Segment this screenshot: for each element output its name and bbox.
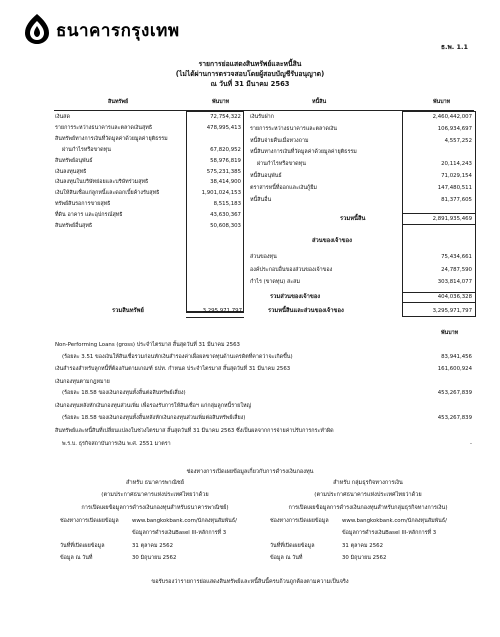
disclosure-right-date-value: 31 ตุลาคม 2562	[342, 543, 383, 549]
liabilities-unit: พันบาท	[433, 99, 451, 105]
note-item-label: (ร้อยละ 3.51 ของเงินให้สินเชื่อรวมก่อนหักเงินสำรองค่าเผื่อผลขาดทุนด้านเครดิตที่คาดว่าจะเกิดขึ้น)	[62, 354, 293, 360]
asset-item-label: เงินลงทุนสุทธิ	[55, 168, 87, 175]
disclosure-left-h2: (ตามประกาศธนาคารแห่งประเทศไทยว่าด้วย	[101, 492, 209, 498]
liabilities-total-underline	[402, 224, 476, 225]
note-item-label: พ.ร.บ. ธุรกิจสถาบันการเงิน พ.ศ. 2551 มาตรา	[62, 441, 171, 447]
equity-item-value: 303,814,077	[437, 279, 472, 285]
asset-item-label: ทรัพย์สินรอการขายสุทธิ	[55, 201, 111, 208]
asset-item-label: สินทรัพย์อนุพันธ์	[55, 157, 93, 164]
page-date: ณ วันที่ 31 มีนาคม 2563	[210, 80, 290, 88]
liabilities-heading: หนี้สิน	[312, 99, 327, 105]
liability-item-label: หนี้สินจ่ายคืนเมื่อทวงถาม	[250, 137, 309, 144]
liability-item-label: เงินรับฝาก	[250, 114, 274, 120]
bank-logo	[22, 12, 52, 48]
asset-item-value: 478,995,413	[206, 124, 241, 131]
liabilities-total-label: รวมหนี้สิน	[340, 216, 366, 222]
asset-item-label: เงินลงทุนในบริษัทย่อยและบริษัทร่วมสุทธิ	[55, 179, 149, 186]
note-item-value: 83,941,456	[441, 354, 472, 360]
disclosure-left-asof-label: ข้อมูล ณ วันที่	[60, 555, 93, 561]
disclosure-right-channel-sub: ข้อมูลการดำรงเงินBasel III-หลักการที่ 3	[342, 530, 437, 536]
equity-item-value: 75,434,661	[441, 254, 472, 260]
disclosure-right-date-label: วันที่ที่เปิดเผยข้อมูล	[270, 543, 315, 549]
disclosure-left-h3: การเปิดเผยข้อมูลการดำรงเงินกองทุนสำหรับธนาคารพาณิชย์)	[81, 505, 229, 511]
bank-name: ธนาคารกรุงเทพ	[56, 21, 180, 41]
equity-total-value: 404,036,328	[437, 294, 472, 300]
asset-item-label: สินทรัพย์อื่นสุทธิ	[55, 223, 93, 229]
notes-unit: พันบาท	[441, 330, 459, 336]
equity-heading: ส่วนของเจ้าของ	[312, 238, 352, 244]
asset-item-value: 8,515,183	[213, 201, 241, 208]
liability-item-value: 71,029,154	[441, 173, 472, 179]
asset-item-value: 1,901,024,153	[201, 190, 241, 197]
note-item-label: Non-Performing Loans (gross) ประจำไตรมาส สิ้นสุดวันที่ 31 มีนาคม 2563	[55, 342, 240, 348]
equity-total-underline	[402, 302, 476, 303]
asset-item-label: เงินสด	[55, 114, 70, 120]
disclosure-right-asof-value: 30 มิถุนายน 2562	[342, 555, 387, 561]
equity-item-label: กำไร (ขาดทุน) สะสม	[250, 279, 301, 285]
liability-item-value: 147,480,511	[437, 184, 472, 191]
disclosure-left-channel-label: ช่องทางการเปิดเผยข้อมูล	[60, 518, 119, 524]
liabilities-total-value: 2,891,935,469	[432, 216, 472, 222]
disclosure-left-asof-value: 30 มิถุนายน 2562	[132, 555, 177, 561]
disclosure-right-channel-label: ช่องทางการเปิดเผยข้อมูล	[270, 518, 329, 524]
asset-item-label: เงินให้สินเชื่อแก่ลูกหนี้และดอกเบี้ยค้างรับสุทธิ	[55, 190, 160, 197]
page-title: รายการย่อแสดงสินทรัพย์และหนี้สิน	[198, 60, 302, 68]
assets-total-value: 3,295,971,797	[202, 308, 242, 314]
note-item-label: (ร้อยละ 18.58 ของเงินกองทุนทั้งสิ้นต่อสินทรัพย์เสี่ยง)	[62, 390, 186, 396]
note-item-value: -	[470, 441, 472, 447]
disclosure-left-h1: สำหรับ ธนาคารพาณิชย์	[126, 480, 184, 486]
asset-item-value: 72,754,322	[210, 114, 241, 120]
disclosure-right-h3: การเปิดเผยข้อมูลการดำรงเงินกองทุนสำหรับกลุ่มธุรกิจทางการเงิน)	[288, 505, 448, 511]
disclosure-right-h1: สำหรับ กลุ่มธุรกิจทางการเงิน	[333, 480, 403, 486]
liability-item-value: 4,557,252	[444, 137, 472, 144]
equity-total-rule	[402, 292, 476, 293]
disclosure-right-h2: (ตามประกาศธนาคารแห่งประเทศไทยว่าด้วย	[314, 492, 422, 498]
liability-item-value: 20,114,243	[441, 161, 472, 168]
liability-item-label: หนี้สินอื่น	[250, 196, 272, 203]
liabilities-total-rule	[402, 213, 476, 214]
disclosure-left-date-label: วันที่ที่เปิดเผยข้อมูล	[60, 543, 105, 549]
liability-item-label: รายการระหว่างธนาคารและตลาดเงิน	[250, 125, 337, 132]
liability-item-label: หนี้สินอนุพันธ์	[250, 173, 282, 179]
note-item-label: เงินสำรองสำหรับลูกหนี้ที่ต้องกันตามเกณฑ์ ธปท. กำหนด ประจำไตรมาส สิ้นสุดวันที่ 31 มีนาคม 2563	[55, 366, 291, 372]
asset-item-label: สินทรัพย์ทางการเงินที่วัดมูลค่าด้วยมูลค่ายุติธรรม	[55, 135, 168, 142]
liability-item-value: 106,934,697	[437, 125, 472, 132]
equity-item-label: ส่วนของทุน	[250, 254, 277, 260]
asset-item-value: 38,414,900	[210, 179, 241, 186]
liability-item-value: 2,460,442,007	[432, 114, 472, 120]
grand-total-underline	[402, 316, 476, 317]
liability-item-label: ผ่านกำไรหรือขาดทุน	[257, 161, 306, 168]
assets-heading: สินทรัพย์	[108, 99, 129, 105]
disclosure-title: ช่องทางการเปิดเผยข้อมูลเกี่ยวกับการดำรงเงินกองทุน	[186, 469, 314, 475]
disclosure-left-channel-link[interactable]: www.bangkokbank.com/นักลงทุนสัมพันธ์/	[132, 518, 237, 524]
assets-total-label: รวมสินทรัพย์	[112, 308, 144, 314]
liability-item-label: หนี้สินทางการเงินที่วัดมูลค่าด้วยมูลค่ายุติธรรม	[250, 149, 357, 156]
asset-item-value: 43,630,367	[210, 212, 241, 219]
disclosure-right-channel-link[interactable]: www.bangkokbank.com/นักลงทุนสัมพันธ์/	[342, 518, 447, 524]
asset-item-value: 67,820,952	[210, 146, 241, 153]
assets-unit: พันบาท	[212, 99, 230, 105]
assets-total-underline	[186, 317, 244, 318]
note-item-value: 161,600,924	[437, 366, 472, 372]
note-item-value: 453,267,839	[437, 415, 472, 421]
asset-item-label: ผ่านกำไรหรือขาดทุน	[62, 146, 111, 153]
equity-total-label: รวมส่วนของเจ้าของ	[270, 294, 321, 300]
equity-item-label: องค์ประกอบอื่นของส่วนของเจ้าของ	[250, 266, 333, 273]
note-item-label: สินทรัพย์และหนี้สินที่เปลี่ยนแปลงในช่วงไตรมาส สิ้นสุดวันที่ 31 มีนาคม 2563 ซึ่งเป็นผลจากการจ่ายค่าปรับการกระทำผิด	[55, 428, 334, 434]
note-item-label: (ร้อยละ 18.58 ของเงินกองทุนทั้งสิ้นหลังหักเงินกองทุนส่วนเพิ่มต่อสินทรัพย์เสี่ยง)	[62, 415, 246, 421]
note-item-value: 453,267,839	[437, 390, 472, 396]
disclosure-right-asof-label: ข้อมูล ณ วันที่	[270, 555, 303, 561]
disclosure-left-channel-sub: ข้อมูลการดำรงเงินBasel III-หลักการที่ 3	[132, 530, 227, 536]
bank-lotus-icon	[22, 12, 52, 46]
asset-item-value: 50,608,303	[210, 223, 241, 229]
asset-item-value: 575,231,385	[206, 168, 241, 175]
grand-total-label: รวมหนี้สินและส่วนของเจ้าของ	[268, 308, 344, 314]
note-item-label: เงินกองทุนตามกฎหมาย	[55, 379, 110, 385]
form-code: ธ.พ. 1.1	[441, 43, 468, 51]
asset-item-value: 58,976,819	[210, 157, 241, 164]
liability-item-value: 81,377,605	[441, 196, 472, 203]
disclosure-left-date-value: 31 ตุลาคม 2562	[132, 543, 173, 549]
grand-total-value: 3,295,971,797	[432, 308, 472, 314]
certification-footer: ขอรับรองว่ารายการย่อแสดงสินทรัพย์และหนี้สินนี้ครบถ้วนถูกต้องตามความเป็นจริง	[151, 579, 349, 585]
page-subtitle: (ไม่ได้ผ่านการตรวจสอบโดยผู้สอบบัญชีรับอนุญาต)	[175, 70, 325, 78]
asset-item-label: ที่ดิน อาคาร และอุปกรณ์สุทธิ	[55, 212, 123, 219]
equity-item-value: 24,787,590	[441, 266, 472, 273]
asset-item-label: รายการระหว่างธนาคารและตลาดเงินสุทธิ	[55, 124, 153, 131]
liability-item-label: ตราสารหนี้ที่ออกและเงินกู้ยืม	[250, 184, 317, 191]
note-item-label: เงินกองทุนหลังหักเงินกองทุนส่วนเพิ่ม เพื่อรองรับการให้สินเชื่อฯ แก่กลุ่มลูกหนี้รายใหญ่	[55, 403, 252, 409]
